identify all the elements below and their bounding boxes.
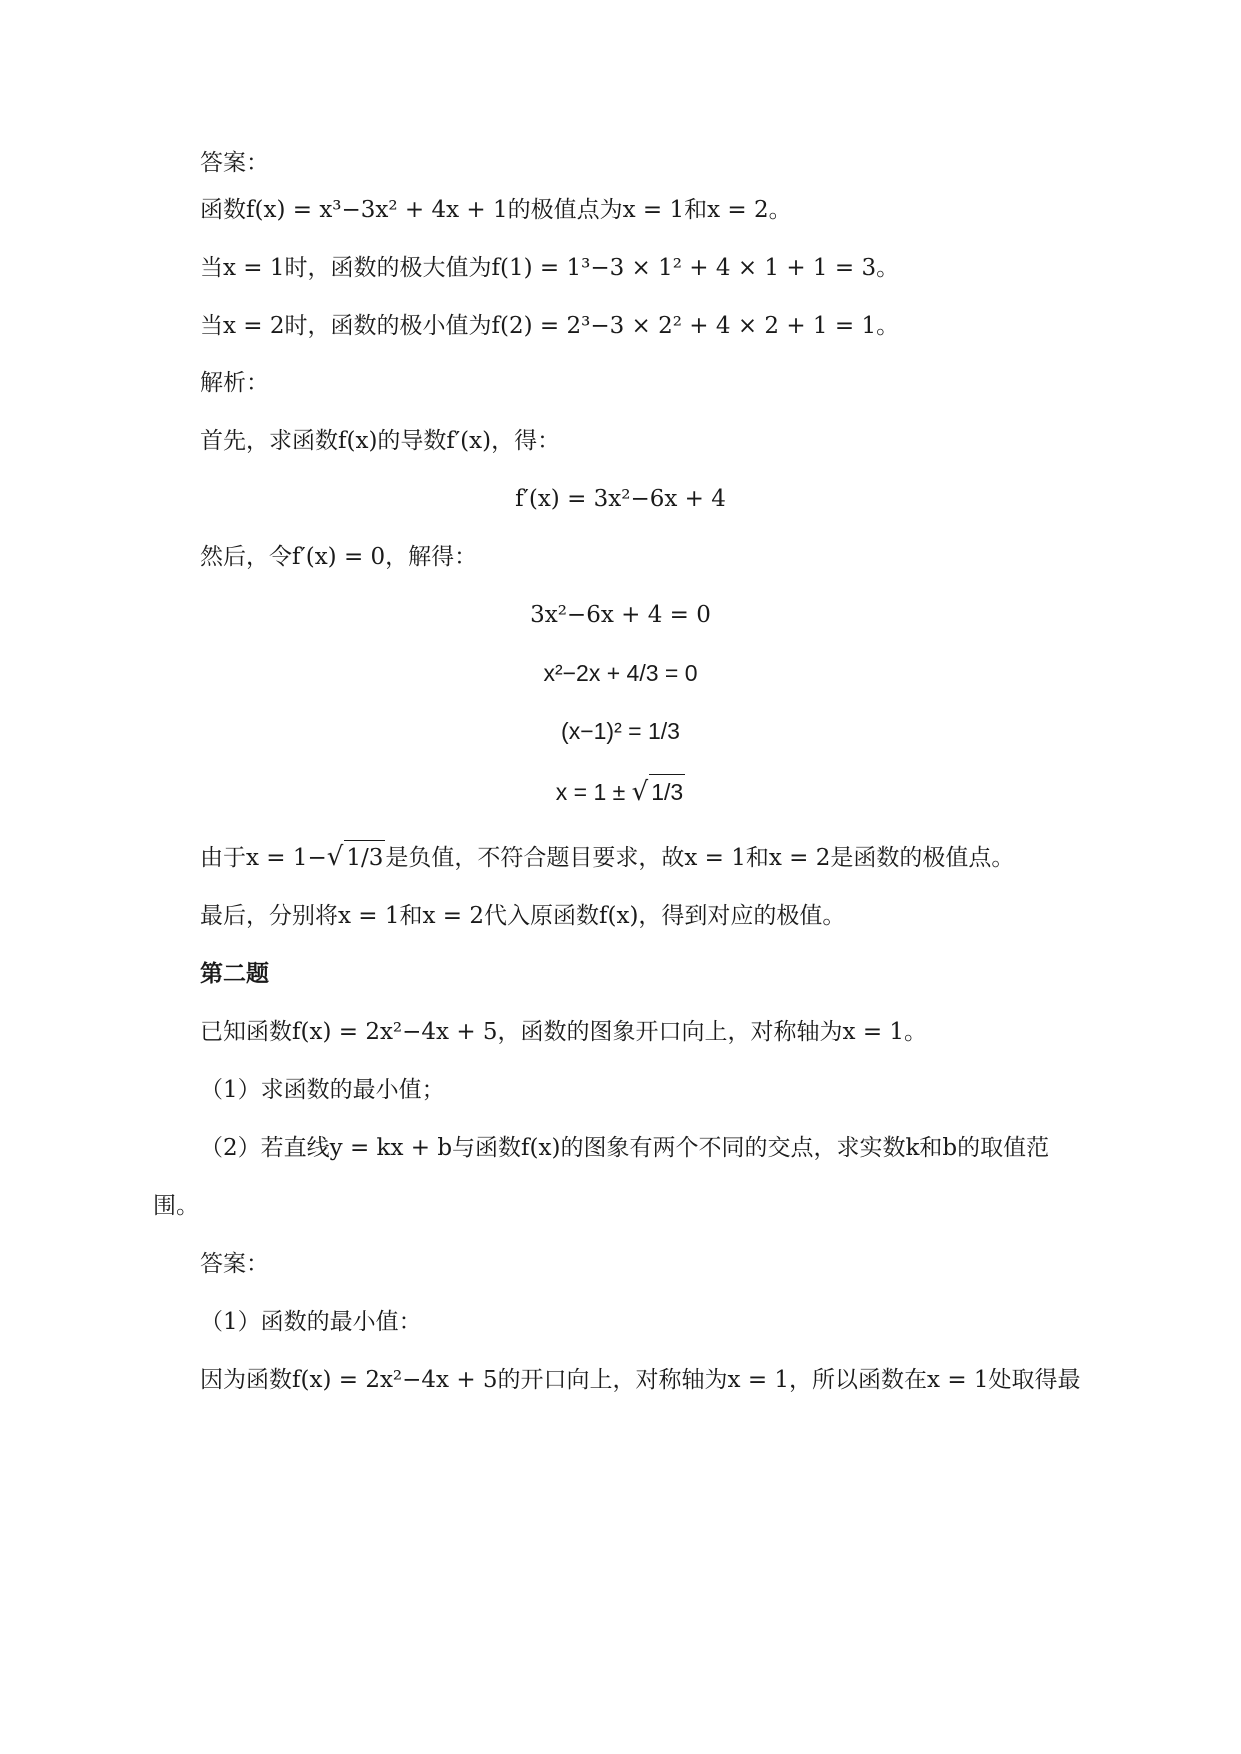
question-2-given: 已知函数f(x) = 2x²−4x + 5，函数的图象开口向上，对称轴为x = 1。 [200,1019,928,1045]
question-2-part-2-line-1: （2）若直线y = kx + b与函数f(x)的图象有两个不同的交点，求实数k和b的取值范 [200,1135,1050,1161]
max-value-text: 当x = 1时，函数的极大值为f(1) = 1³−3 × 1² + 4 × 1 + 1 = 3。 [200,255,900,281]
equation-4-prefix: x = 1 ± [555,779,626,805]
substitute-text: 最后，分别将x = 1和x = 2代入原函数f(x)，得到对应的极值。 [200,903,846,929]
equation-3: (x−1)² = 1/3 [561,718,680,744]
negative-suffix: 是负值，不符合题目要求，故x = 1和x = 2是函数的极值点。 [385,845,1015,871]
sqrt-symbol: √ [631,777,649,807]
set-zero-text: 然后，令f′(x) = 0，解得： [200,544,478,570]
derivative-equation: f′(x) = 3x²−6x + 4 [515,486,726,512]
question-2-title: 第二题 [200,961,269,987]
negative-root-text [200,840,1241,875]
equation-4 [0,774,1241,809]
question-2-answer-label: 答案： [200,1251,269,1277]
negative-prefix: 由于x = 1− [200,845,327,871]
question-2-part-2-line-2: 围。 [153,1193,199,1219]
equation-1: 3x²−6x + 4 = 0 [530,602,711,628]
equation-4-radicand: 1/3 [649,774,685,809]
question-2-answer-1-label: （1）函数的最小值： [200,1309,422,1335]
extremum-points-text: 函数f(x) = x³−3x² + 4x + 1的极值点为x = 1和x = 2。 [200,197,792,223]
question-2-answer-1-text: 因为函数f(x) = 2x²−4x + 5的开口向上，对称轴为x = 1，所以函数在x = 1处取得最 [200,1367,1081,1393]
derivative-intro-text: 首先，求函数f(x)的导数f′(x)，得： [200,428,561,454]
equation-2: x²−2x + 4/3 = 0 [543,660,698,686]
min-value-text: 当x = 2时，函数的极小值为f(2) = 2³−3 × 2² + 4 × 2 + 1 = 1。 [200,313,900,339]
sqrt-symbol: √ [326,842,344,872]
answer-label: 答案： [200,150,269,176]
analysis-label: 解析： [200,370,269,396]
negative-radicand: 1/3 [344,840,385,875]
question-2-part-1: （1）求函数的最小值； [200,1077,445,1103]
